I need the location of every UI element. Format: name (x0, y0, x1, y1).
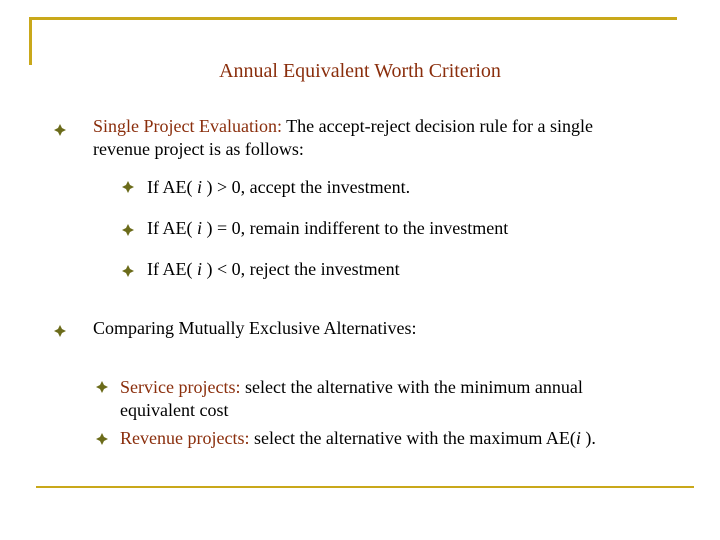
service-projects-line1 (120, 376, 583, 399)
slide-title: Annual Equivalent Worth Criterion (219, 60, 501, 82)
section1-heading-line1 (93, 115, 593, 138)
section1-heading-label: Single Project Evaluation: (93, 116, 282, 136)
rule-prefix: If AE( (147, 259, 197, 279)
rule-positive (147, 176, 410, 199)
diamond-bullet-icon (96, 381, 108, 393)
revenue-projects-suffix: ). (580, 428, 596, 448)
rule-suffix: ) > 0, accept the investment. (202, 177, 411, 197)
revenue-projects-label: Revenue projects: (120, 428, 250, 448)
frame-left-rule (29, 17, 32, 65)
section1-heading-line2: revenue project is as follows: (93, 139, 304, 159)
revenue-projects-line (120, 427, 596, 450)
rule-prefix: If AE( (147, 218, 197, 238)
service-projects-label: Service projects: (120, 377, 241, 397)
diamond-bullet-icon (54, 325, 66, 337)
frame-bottom-rule (36, 486, 694, 488)
rule-suffix: ) < 0, reject the investment (202, 259, 400, 279)
service-projects-text: select the alternative with the minimum annual (240, 377, 583, 397)
section2-heading: Comparing Mutually Exclusive Alternatives: (93, 318, 417, 338)
diamond-bullet-icon (122, 181, 134, 193)
revenue-projects-text: select the alternative with the maximum AE( (249, 428, 576, 448)
section1-heading-text: The accept-reject decision rule for a single (281, 116, 593, 136)
frame-top-rule (29, 17, 677, 20)
service-projects-line2: equivalent cost (120, 400, 229, 420)
rule-variable: i (196, 259, 202, 279)
rule-suffix: ) = 0, remain indifferent to the investment (202, 218, 509, 238)
rule-variable: i (196, 177, 202, 197)
rule-negative (147, 258, 400, 281)
diamond-bullet-icon (54, 124, 66, 136)
rule-prefix: If AE( (147, 177, 197, 197)
diamond-bullet-icon (122, 224, 134, 236)
diamond-bullet-icon (96, 433, 108, 445)
diamond-bullet-icon (122, 265, 134, 277)
rule-zero (147, 217, 508, 240)
rule-variable: i (196, 218, 202, 238)
revenue-projects-variable: i (575, 428, 581, 448)
